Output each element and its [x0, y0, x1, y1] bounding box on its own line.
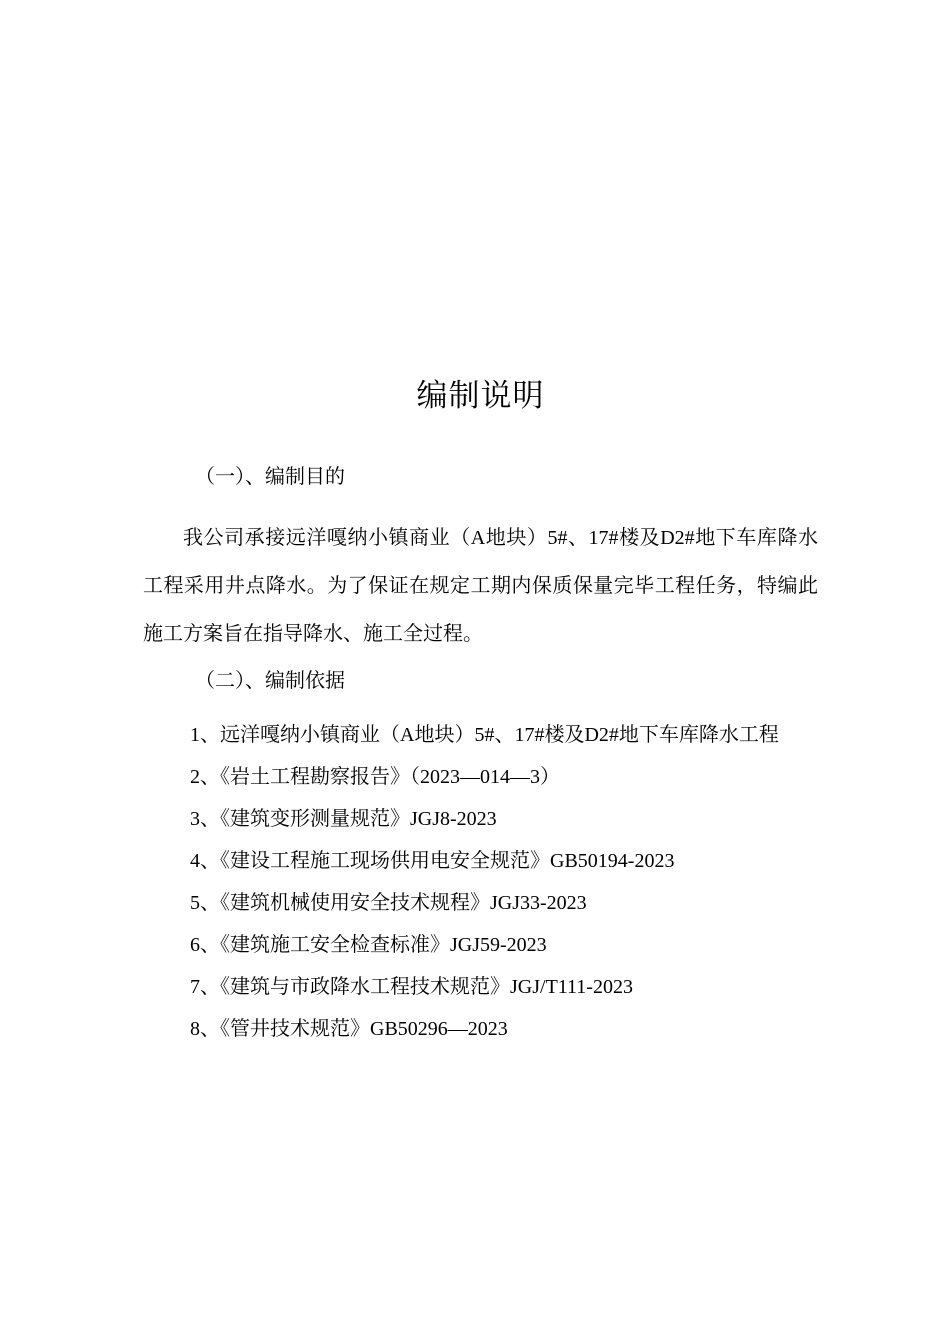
- section-heading-basis: （二）、编制依据: [195, 670, 345, 692]
- document-title: 编制说明: [416, 378, 545, 413]
- reference-list-item: 3、《建筑变形测量规范》JGJ8-2023: [190, 808, 497, 830]
- reference-list: [143, 714, 818, 1050]
- section-heading-purpose: （一）、编制目的: [195, 466, 345, 488]
- document-content: [143, 0, 818, 1050]
- reference-list-item: 5、《建筑机械使用安全技术规程》JGJ33-2023: [190, 892, 587, 914]
- reference-list-item: 8、《管井技术规范》GB50296—2023: [190, 1018, 508, 1040]
- reference-list-item: 7、《建筑与市政降水工程技术规范》JGJ/T111-2023: [190, 976, 633, 998]
- reference-list-item: 6、《建筑施工安全检查标准》JGJ59-2023: [190, 934, 547, 956]
- reference-list-item: 4、《建设工程施工现场供用电安全规范》GB50194-2023: [190, 850, 675, 872]
- reference-list-item: 2、《岩土工程勘察报告》（2023—014—3）: [190, 766, 560, 788]
- reference-list-item: 1、远洋嘎纳小镇商业（A地块）5#、17#楼及D2#地下车库降水工程: [190, 724, 779, 746]
- purpose-paragraph: 我公司承接远洋嘎纳小镇商业（A地块）5#、17#楼及D2#地下车库降水工程采用井点降水。为了保证在规定工期内保质保量完毕工程任务，特编此施工方案旨在指导降水、施工全过程。: [143, 527, 818, 645]
